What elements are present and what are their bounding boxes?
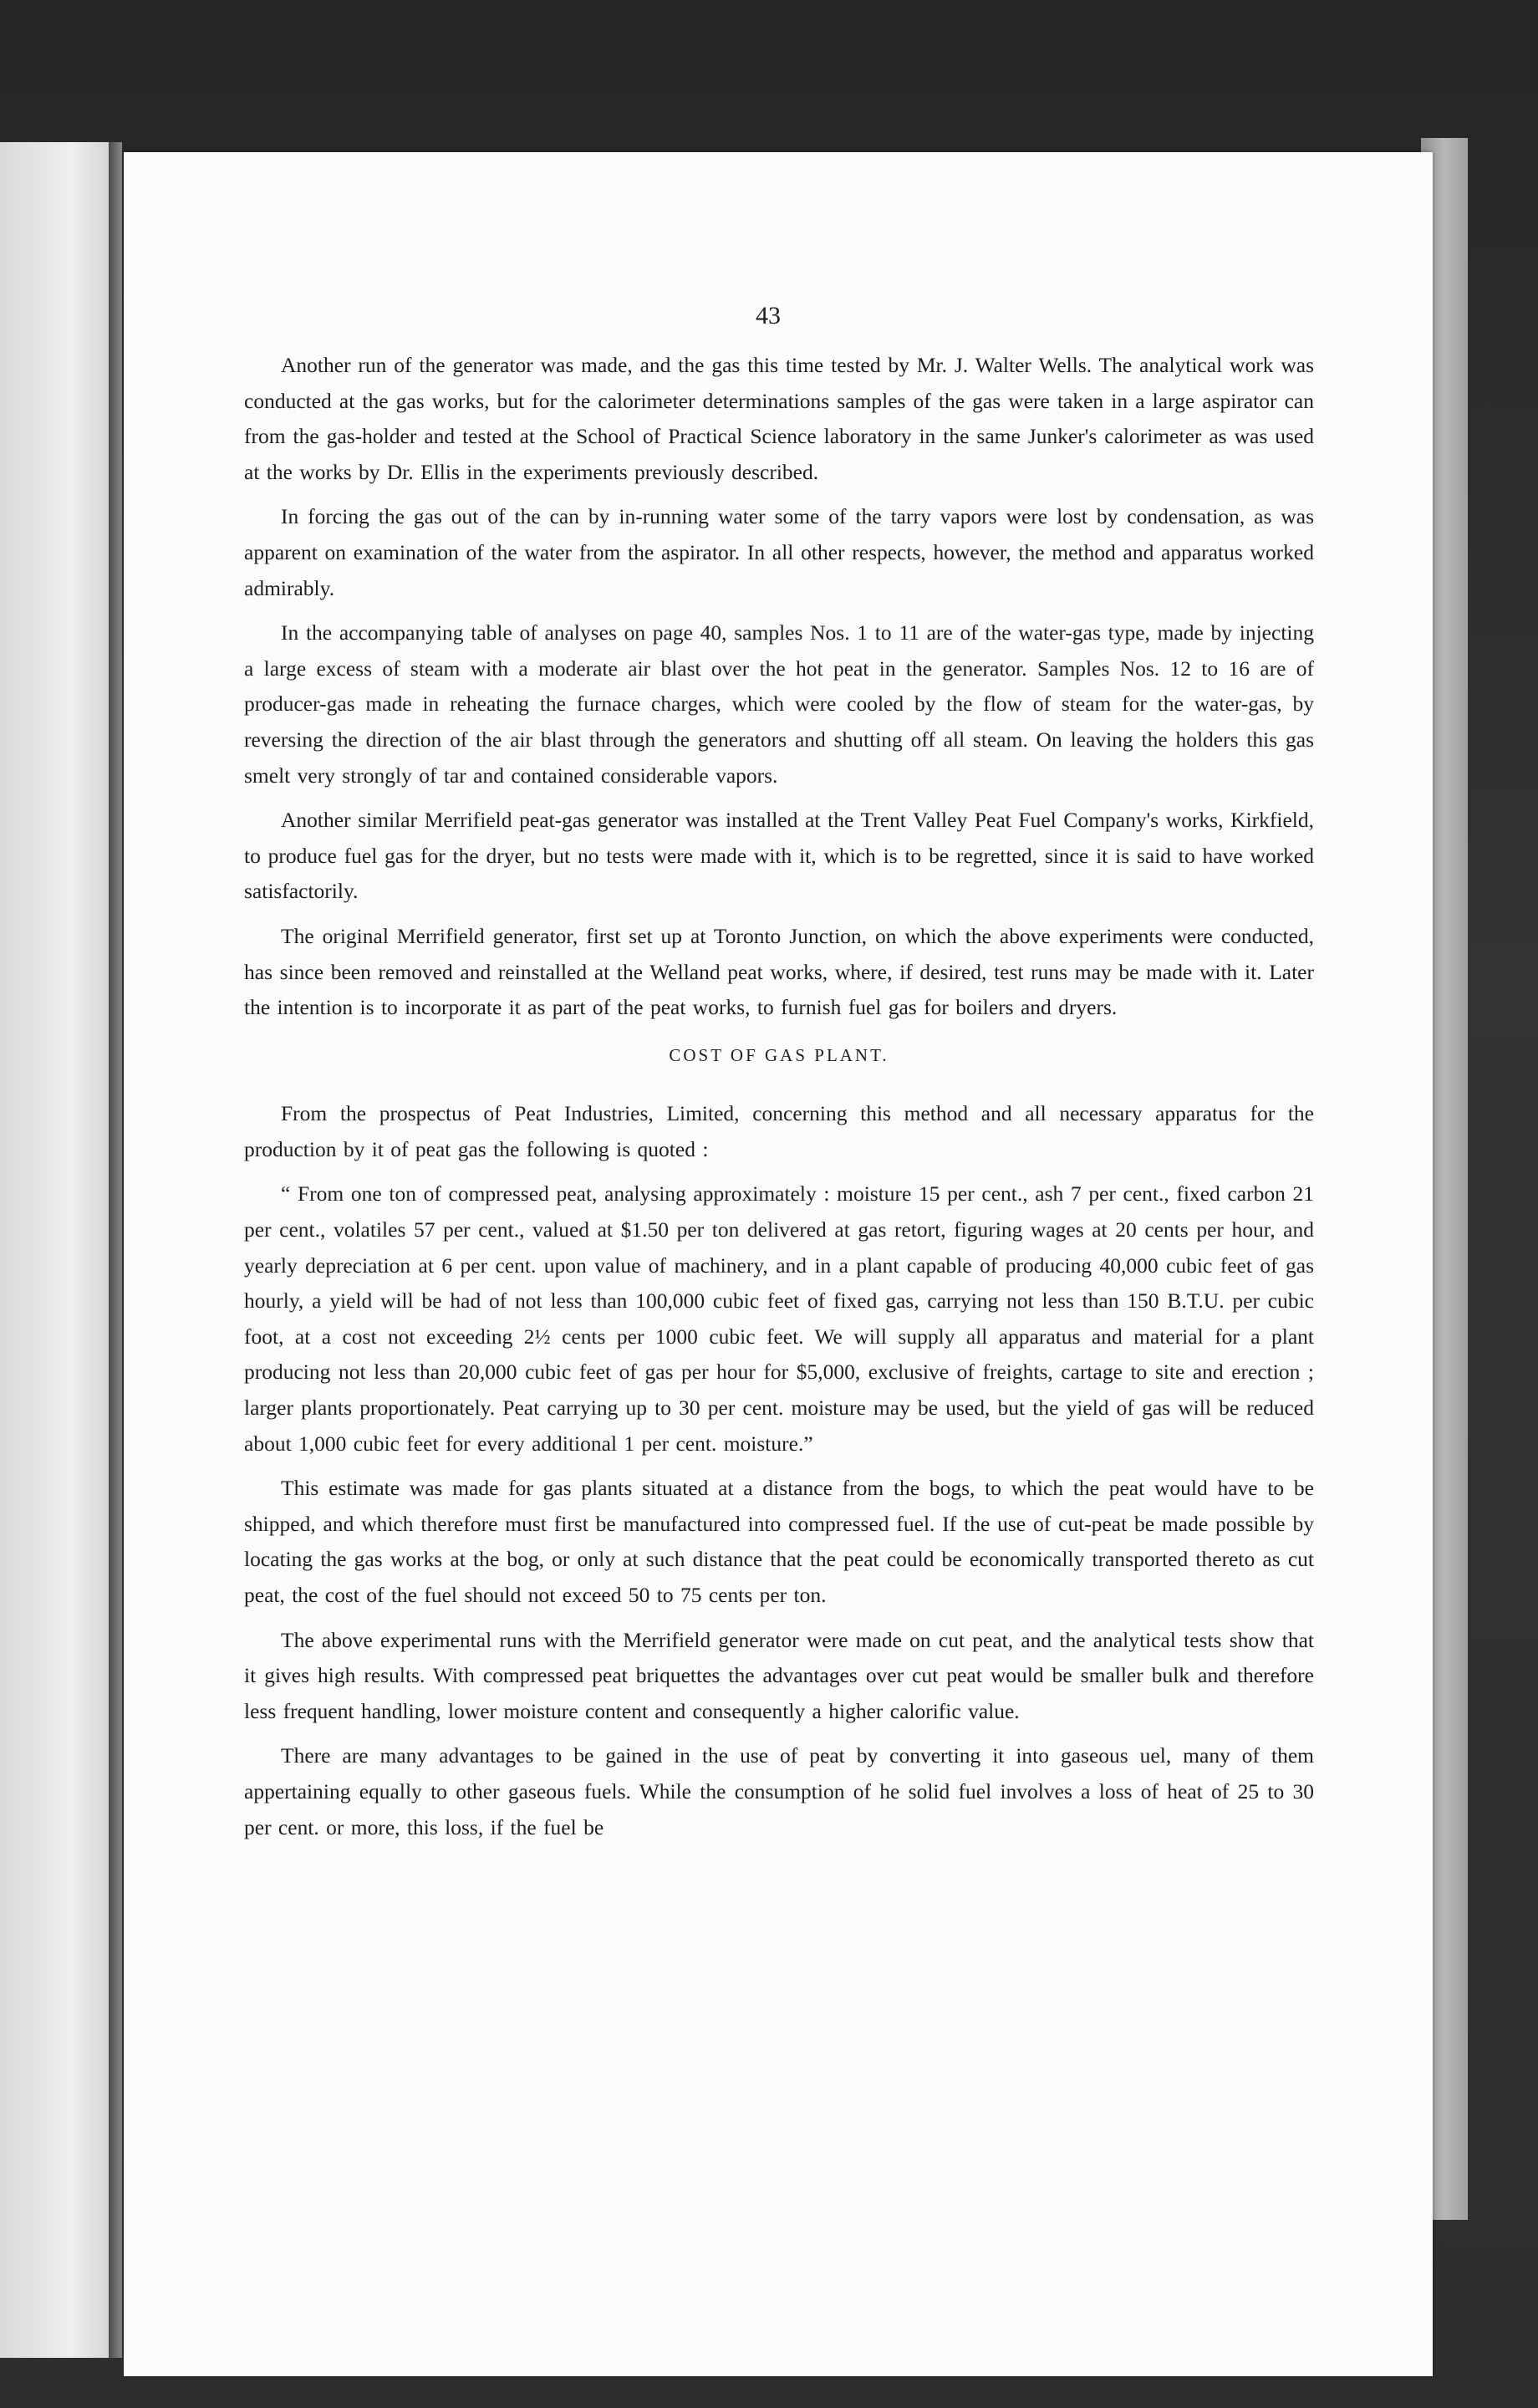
paragraph: Another similar Merrifield peat-gas generator was installed at the Trent Valley Peat Fuel Company's works, Kirkfield, to produce fuel gas for the dryer, but no tests were made with it, which is to be regretted, since it is said to have worked satisfactorily.	[244, 808, 1314, 904]
paragraph: From the prospectus of Peat Industries, Limited, concerning this method and all necessary apparatus for the production by it of peat gas the following is quoted :	[244, 1101, 1314, 1161]
paragraph: In the accompanying table of analyses on page 40, samples Nos. 1 to 11 are of the water-gas type, made by injecting a large excess of steam with a moderate air blast over the hot peat in the generator. Samples Nos. 12 to 16 are of producer-gas made in reheating the furnace charges, which were cooled by the flow of steam for the water-gas, by reversing the direction of the air blast through the generators and shutting off all steam. On leaving the holders this gas smelt very strongly of tar and contained considerable vapors.	[244, 620, 1314, 788]
previous-page-edge	[0, 142, 119, 2358]
paragraph: This estimate was made for gas plants situated at a distance from the bogs, to which the peat would have to be shipped, and which therefore must first be manufactured into compressed fuel. If the use of cut-peat be made possible by locating the gas works at the bog, or only at such distance that the peat could be economically transported thereto as cut peat, the cost of the fuel should not exceed 50 to 75 cents per ton.	[244, 1476, 1314, 1607]
quoted-paragraph: “ From one ton of compressed peat, analysing approximately : moisture 15 per cent., ash 7 per cent., fixed carbon 21 per cent., volatiles 57 per cent., valued at $1.50 per ton delivered at gas retort, figuring wages at 20 cents per hour, and yearly depreciation at 6 per cent. upon value of machinery, and in a plant capable of producing 40,000 cubic feet of gas hourly, a yield will be had of not less than 100,000 cubic feet of fixed gas, carrying not less than 150 B.T.U. per cubic foot, at a cost not exceeding 2½ cents per 1000 cubic feet. We will supply all apparatus and material for a plant producing not less than 20,000 cubic feet of gas per hour for $5,000, exclusive of freights, cartage to site and erection ; larger plants proportionately. Peat carrying up to 30 per cent. moisture may be used, but the yield of gas will be reduced about 1,000 cubic feet for every additional 1 per cent. moisture.”	[244, 1181, 1314, 1456]
paragraph: The above experimental runs with the Merrifield generator were made on cut peat, and the analytical tests show that it gives high results. With compressed peat briquettes the advantages over cut peat would be smaller bulk and therefore less frequent handling, lower moisture content and consequently a higher calorific value.	[244, 1627, 1314, 1723]
page-number: 43	[756, 302, 781, 329]
binding-shadow	[109, 142, 122, 2358]
page-text	[244, 301, 1314, 1854]
paragraph: In forcing the gas out of the can by in-running water some of the tarry vapors were lost by condensation, as was apparent on examination of the water from the aspirator. In all other respects, however, the method and apparatus worked admirably.	[244, 504, 1314, 600]
paragraph: The original Merrifield generator, first set up at Toronto Junction, on which the above experiments were conducted, has since been removed and reinstalled at the Welland peat works, where, if desired, test runs may be made with it. Later the intention is to incorporate it as part of the peat works, to furnish fuel gas for boilers and dryers.	[244, 923, 1314, 1020]
paragraph: Another run of the generator was made, and the gas this time tested by Mr. J. Walter Wells. The analytical work was conducted at the gas works, but for the calorimeter determinations samples of the gas were taken in a large aspirator can from the gas-holder and tested at the School of Practical Science laboratory in the same Junker's calorimeter as was used at the works by Dr. Ellis in the experiments previously described.	[244, 353, 1314, 484]
paragraph: There are many advantages to be gained in the use of peat by converting it into gaseous uel, many of them appertaining equally to other gaseous fuels. While the consumption of he solid fuel involves a loss of heat of 25 to 30 per cent. or more, this loss, if the fuel be	[244, 1743, 1314, 1839]
section-heading: COST OF GAS PLANT.	[669, 1044, 889, 1065]
document-page	[124, 152, 1433, 2376]
